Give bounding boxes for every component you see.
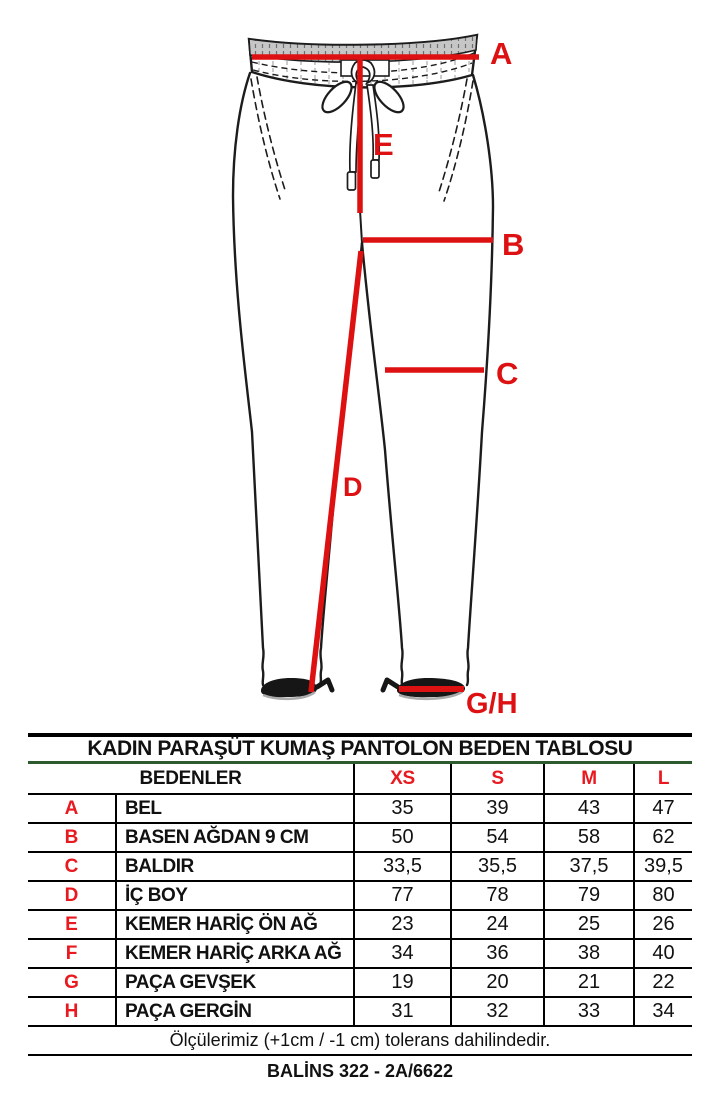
cell-value: 43 bbox=[543, 795, 633, 822]
cell-value: 34 bbox=[633, 998, 692, 1025]
row-letter: D bbox=[64, 885, 79, 906]
table-row-c bbox=[28, 851, 692, 880]
right-leg-outer-edge bbox=[467, 75, 493, 685]
cell-value: 23 bbox=[353, 911, 450, 938]
cell-value: 35,5 bbox=[450, 853, 543, 880]
cell-value: 39 bbox=[450, 795, 543, 822]
table-row-f bbox=[28, 938, 692, 967]
row-letter: E bbox=[65, 914, 78, 935]
cell-value: 40 bbox=[633, 940, 692, 967]
right-pocket-stitch-2 bbox=[444, 81, 473, 201]
header-size-m: M bbox=[543, 764, 633, 793]
cell-value: 79 bbox=[543, 882, 633, 909]
row-label: İÇ BOY bbox=[115, 882, 353, 909]
cell-value: 47 bbox=[633, 795, 692, 822]
measure-label-gh: G/H bbox=[466, 688, 518, 720]
table-row-g bbox=[28, 967, 692, 996]
row-letter: F bbox=[65, 943, 78, 964]
pants-outline bbox=[233, 73, 493, 685]
measure-label-e: E bbox=[373, 127, 394, 162]
cell-value: 33 bbox=[543, 998, 633, 1025]
row-label: BEL bbox=[115, 795, 353, 822]
cell-value: 50 bbox=[353, 824, 450, 851]
cell-value: 54 bbox=[450, 824, 543, 851]
header-size-s: S bbox=[450, 764, 543, 793]
measure-label-a: A bbox=[490, 36, 513, 71]
table-title: KADIN PARAŞÜT KUMAŞ PANTOLON BEDEN TABLOSU bbox=[28, 737, 692, 764]
right-leg-inner-edge bbox=[362, 243, 403, 684]
cell-value: 24 bbox=[450, 911, 543, 938]
measurement-labels bbox=[343, 36, 524, 720]
cell-value: 58 bbox=[543, 824, 633, 851]
row-label: PAÇA GERGİN bbox=[115, 998, 353, 1025]
left-cuff-tab bbox=[317, 680, 332, 690]
table-row-d bbox=[28, 880, 692, 909]
left-pocket-stitch-1 bbox=[257, 77, 286, 193]
cell-value: 33,5 bbox=[353, 853, 450, 880]
drawstring-aglet-right bbox=[371, 160, 379, 178]
cell-value: 35 bbox=[353, 795, 450, 822]
table-header-row bbox=[28, 764, 692, 793]
measure-label-b: B bbox=[502, 227, 525, 262]
cell-value: 62 bbox=[633, 824, 692, 851]
cell-value: 21 bbox=[543, 969, 633, 996]
row-letter: A bbox=[64, 798, 79, 819]
measure-label-d: D bbox=[343, 472, 363, 502]
cell-value: 36 bbox=[450, 940, 543, 967]
right-cuff-tab bbox=[383, 680, 398, 690]
row-label: KEMER HARİÇ ARKA AĞ bbox=[115, 940, 353, 967]
row-letter: C bbox=[64, 856, 79, 877]
cell-value: 25 bbox=[543, 911, 633, 938]
row-letter: G bbox=[64, 972, 79, 993]
cell-value: 22 bbox=[633, 969, 692, 996]
cell-value: 20 bbox=[450, 969, 543, 996]
left-leg-outer-edge bbox=[233, 73, 264, 685]
cell-value: 78 bbox=[450, 882, 543, 909]
right-pocket-stitch-1 bbox=[438, 79, 467, 195]
cell-value: 38 bbox=[543, 940, 633, 967]
row-label: KEMER HARİÇ ÖN AĞ bbox=[115, 911, 353, 938]
header-size-l: L bbox=[633, 764, 692, 793]
cell-value: 34 bbox=[353, 940, 450, 967]
cell-value: 77 bbox=[353, 882, 450, 909]
table-row-a bbox=[28, 793, 692, 822]
left-pocket-stitch-2 bbox=[251, 79, 280, 199]
table-row-e bbox=[28, 909, 692, 938]
cell-value: 26 bbox=[633, 911, 692, 938]
row-letter: B bbox=[64, 827, 79, 848]
cell-value: 80 bbox=[633, 882, 692, 909]
drawstring-aglet-left bbox=[348, 172, 356, 190]
header-size-xs: XS bbox=[353, 764, 450, 793]
table-row-b bbox=[28, 822, 692, 851]
cell-value: 19 bbox=[353, 969, 450, 996]
row-label: BASEN AĞDAN 9 CM bbox=[115, 824, 353, 851]
cell-value: 31 bbox=[353, 998, 450, 1025]
row-letter: H bbox=[64, 1001, 79, 1022]
row-label: PAÇA GEVŞEK bbox=[115, 969, 353, 996]
table-row-h bbox=[28, 996, 692, 1025]
header-bedenler: BEDENLER bbox=[139, 768, 242, 789]
tolerance-note: Ölçülerimiz (+1cm / -1 cm) tolerans dahilindedir. bbox=[28, 1025, 692, 1056]
size-table bbox=[28, 733, 692, 1086]
cell-value: 39,5 bbox=[633, 853, 692, 880]
front-rise-seam bbox=[360, 210, 362, 243]
cell-value: 32 bbox=[450, 998, 543, 1025]
row-label: BALDIR bbox=[115, 853, 353, 880]
product-code: BALİNS 322 - 2A/6622 bbox=[266, 1061, 454, 1081]
measure-label-c: C bbox=[496, 356, 519, 391]
cell-value: 37,5 bbox=[543, 853, 633, 880]
